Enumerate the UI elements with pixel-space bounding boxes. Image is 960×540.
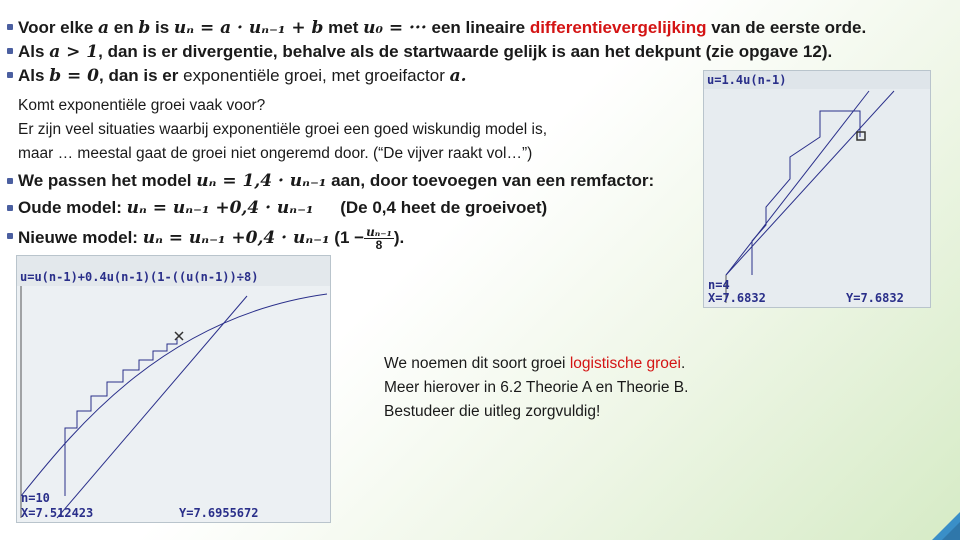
var-b: b	[138, 18, 151, 38]
condition: b = 0	[49, 66, 99, 86]
text: Als	[18, 42, 45, 61]
paragraph-line: maar … meestal gaat de groei niet ongeremd door. (“De vijver raakt vol…”)	[18, 145, 533, 162]
text: (De 0,4 heet de	[340, 198, 461, 217]
cobweb-plot	[704, 71, 930, 307]
denominator: 8	[375, 238, 383, 252]
text: (1 −	[334, 227, 365, 247]
recursion-formula: uₙ = a · uₙ₋₁ + b	[173, 18, 324, 38]
exponential-line	[18, 66, 467, 86]
highlight-term: differentievergelijking	[529, 18, 707, 37]
numerator: uₙ₋₁	[366, 225, 392, 239]
text: groeifactor	[364, 66, 445, 85]
old-model-formula: uₙ = uₙ₋₁ +0,4 · uₙ₋₁	[126, 198, 314, 218]
var-a: a.	[449, 66, 467, 86]
text: Voor elke	[18, 18, 94, 37]
text: , dan is er divergentie, behalve als de startwaarde gelijk is aan het dekpunt (zie opgave 12).	[98, 42, 833, 61]
calc-header: u=u(n-1)+0.4u(n-1)(1-((u(n-1))÷8)	[20, 270, 259, 284]
cobweb-plot	[17, 256, 330, 522]
new-model-line	[18, 226, 404, 251]
text: , dan is er	[99, 66, 179, 85]
text: .	[680, 355, 686, 372]
text: eerste orde.	[769, 18, 867, 37]
highlight-term: logistische groei	[569, 355, 681, 372]
bullet	[7, 178, 13, 184]
calculator-screenshot-exponential	[703, 70, 931, 308]
var-a: a	[98, 18, 110, 38]
new-model-formula: uₙ = uₙ₋₁ +0,4 · uₙ₋₁	[142, 227, 330, 248]
text: met	[328, 18, 359, 37]
condition: a > 1	[49, 42, 99, 62]
line-y-equals-x	[57, 296, 247, 518]
start-value: u₀ = ···	[363, 18, 427, 38]
logistic-curve	[21, 294, 327, 496]
calc-x: X=7.512423	[21, 506, 94, 520]
definition-line	[18, 18, 866, 38]
fraction	[364, 226, 394, 251]
paragraph-line: Er zijn veel situaties waarbij exponentiële groei een goed wiskundig model is,	[18, 121, 548, 138]
bullet	[7, 233, 13, 239]
old-model-line	[18, 198, 547, 218]
calc-y: Y=7.6832	[846, 291, 904, 305]
text: We passen het model	[18, 171, 192, 190]
trace-cursor	[857, 132, 865, 140]
model-formula: uₙ = 1,4 · uₙ₋₁	[196, 171, 327, 191]
model-line	[18, 171, 654, 191]
trace-cursor	[175, 332, 183, 340]
question: Komt exponentiële groei vaak voor?	[18, 97, 266, 114]
calc-n: n=4	[708, 278, 730, 292]
divergence-line	[18, 42, 832, 62]
text: en	[113, 18, 134, 37]
calc-y: Y=7.6955672	[179, 506, 259, 520]
caption-line: Meer hierover in 6.2 Theorie A en Theorie B.	[384, 379, 689, 396]
text: We noemen dit soort groei	[384, 355, 566, 372]
text: aan, door toevoegen van een remfactor:	[331, 171, 655, 190]
bullet	[7, 205, 13, 211]
calc-x: X=7.6832	[708, 291, 766, 305]
line-y-equals-x	[726, 91, 894, 275]
bullet	[7, 48, 13, 54]
text: is	[154, 18, 170, 37]
term: groeivoet)	[464, 198, 548, 217]
label: Nieuwe model:	[18, 227, 138, 247]
text: van de	[711, 18, 766, 37]
calc-header: u=1.4u(n-1)	[707, 73, 787, 87]
text: een lineaire	[431, 18, 526, 37]
calc-n: n=10	[21, 491, 50, 505]
bullet	[7, 72, 13, 78]
text: Als	[18, 66, 45, 85]
caption-line	[384, 354, 685, 374]
cobweb-steps	[65, 339, 177, 496]
graph-line	[726, 91, 869, 275]
bullet	[7, 24, 13, 30]
calculator-screenshot-logistic	[16, 255, 331, 523]
text: ).	[393, 227, 405, 247]
cobweb-steps	[752, 111, 860, 275]
caption-line: Bestudeer die uitleg zorgvuldig!	[384, 403, 601, 420]
corner-triangle	[932, 512, 960, 540]
text: exponentiële groei, met	[183, 66, 360, 85]
label: Oude model:	[18, 198, 122, 217]
